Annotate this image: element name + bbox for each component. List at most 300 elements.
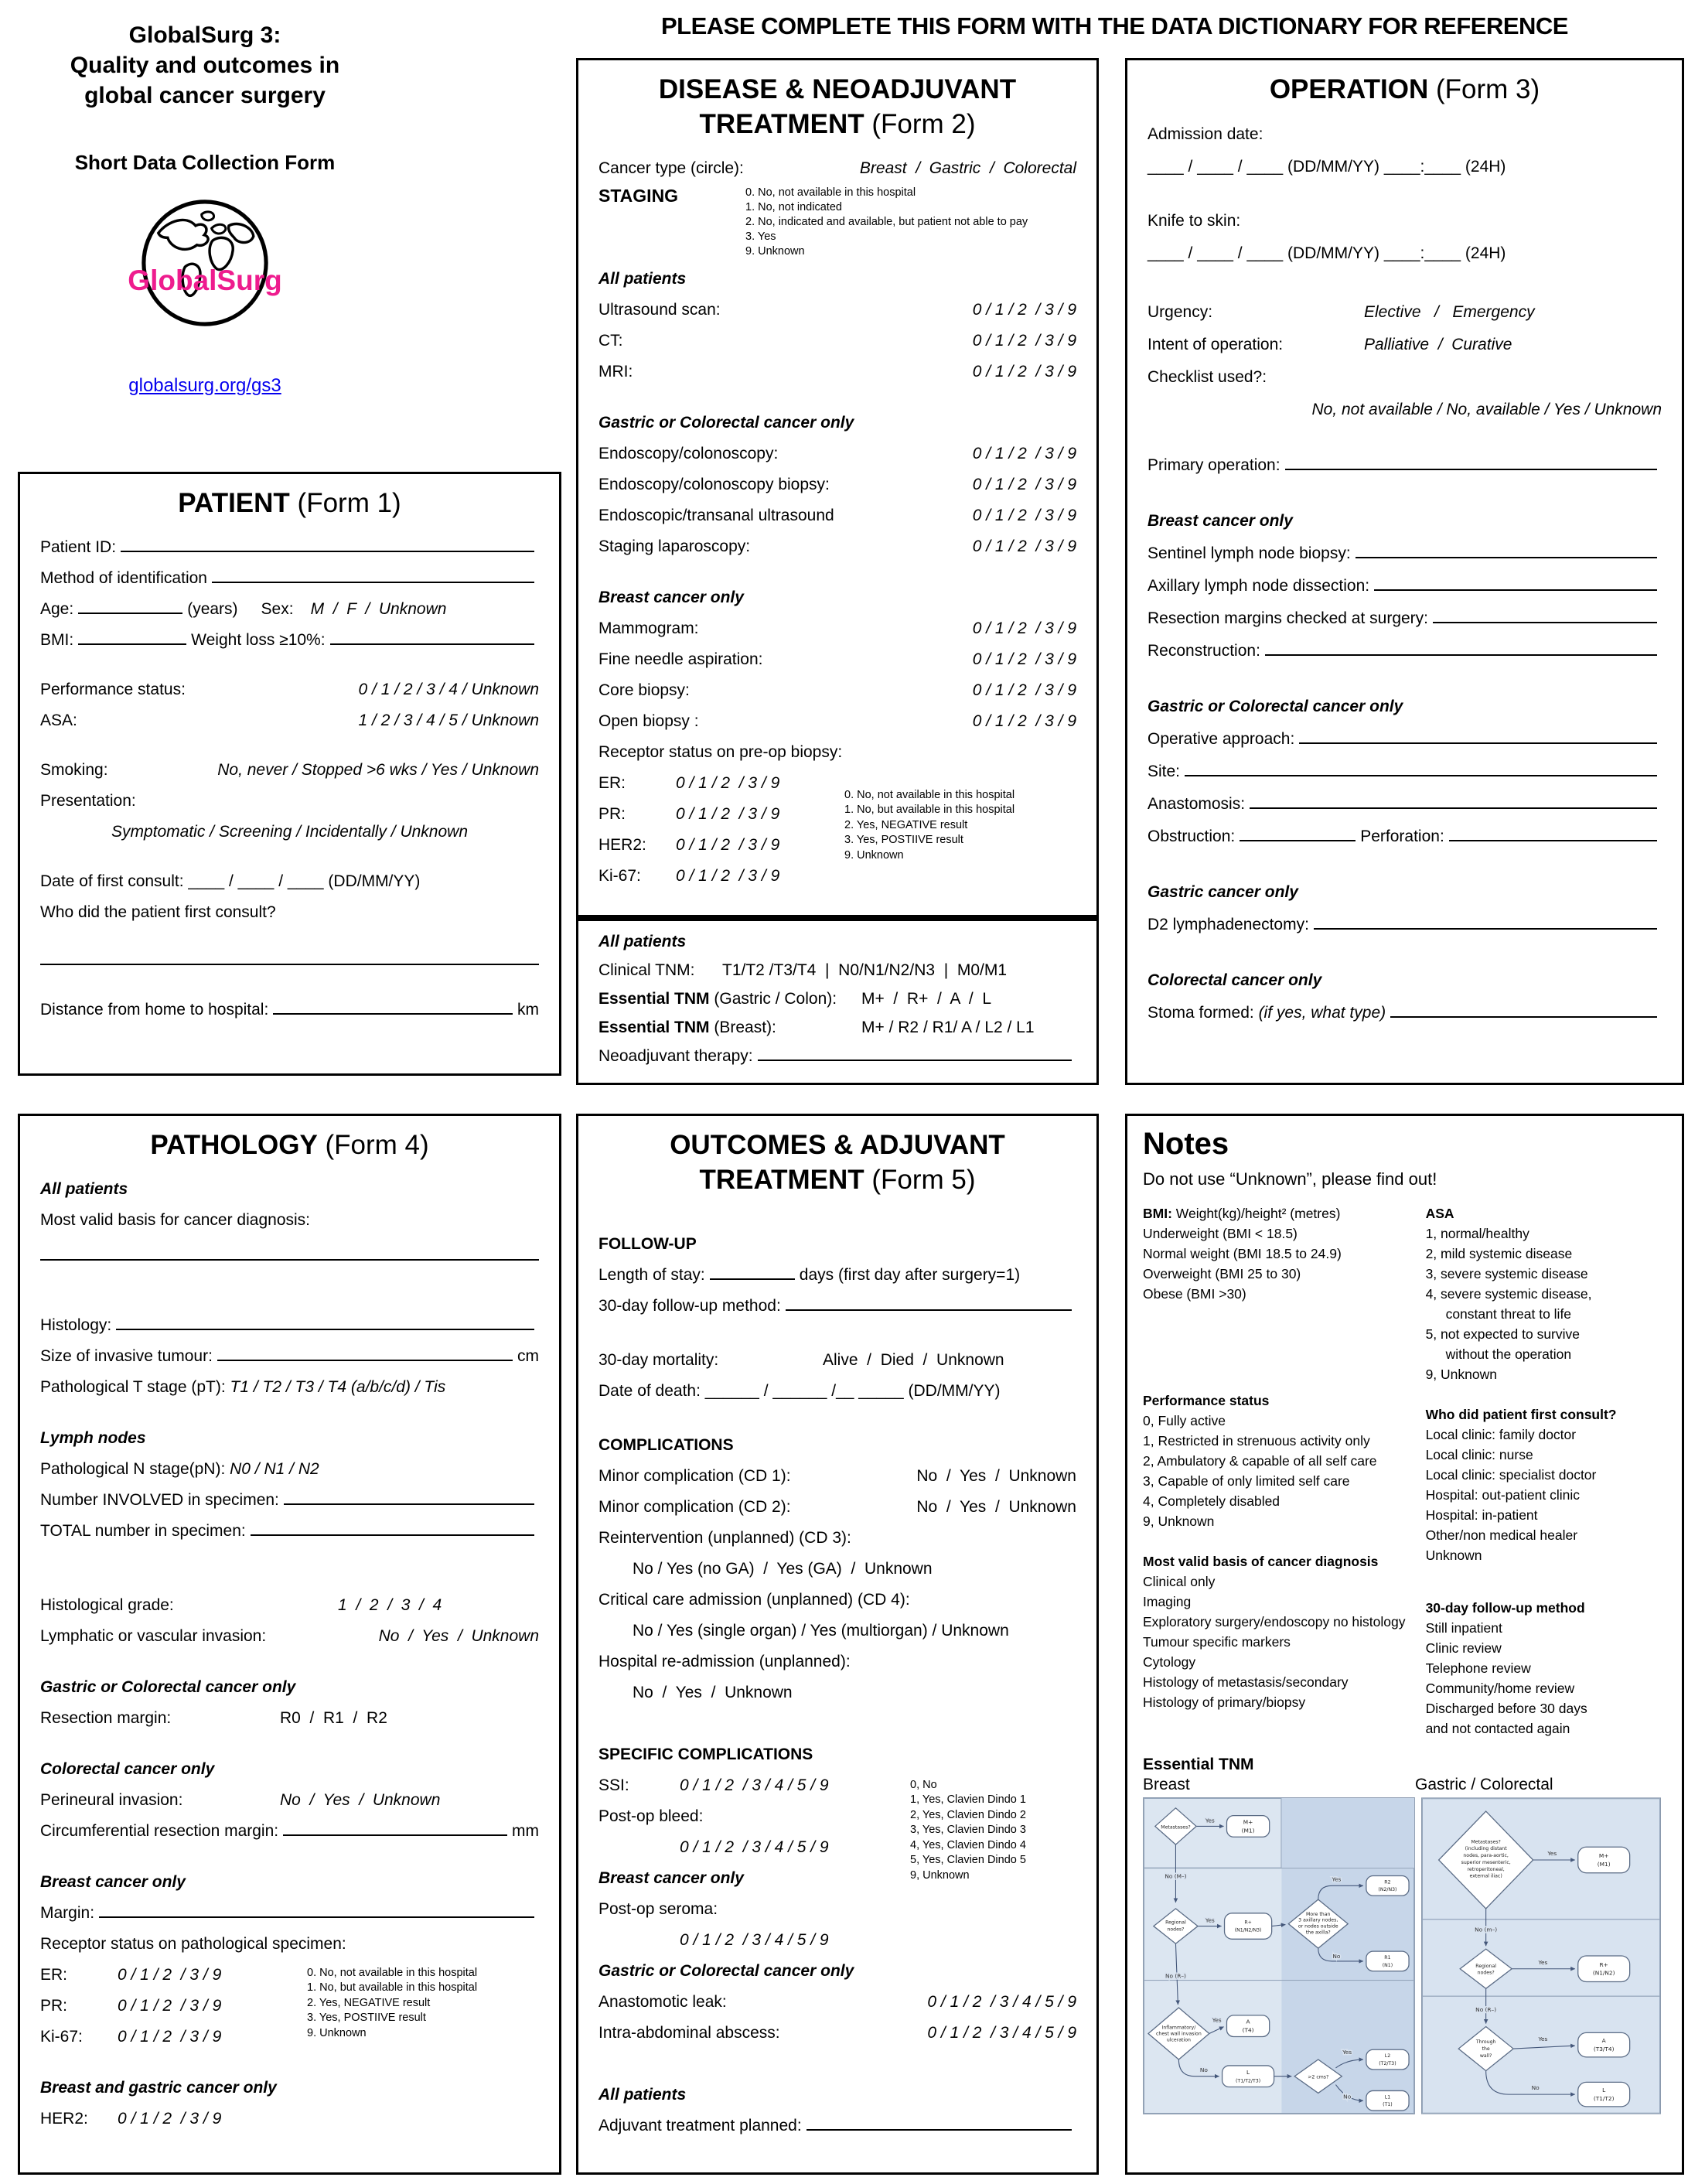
primary-operation-label: Primary operation:: [1147, 456, 1280, 474]
pt-stage-label: Pathological T stage (pT):: [40, 1377, 230, 1396]
form2-title-line1: DISEASE & NEOADJUVANT: [658, 74, 1017, 104]
basis-item: Cytology: [1143, 1654, 1196, 1670]
knife-to-skin-row: [1147, 205, 1662, 237]
basis-note-heading: Most valid basis of cancer diagnosis: [1143, 1554, 1379, 1569]
crm-label: Circumferential resection margin:: [40, 1821, 279, 1840]
presentation-options-row: [40, 817, 539, 848]
asa-row: [40, 705, 539, 736]
breast-r2-node: R2: [1384, 1879, 1391, 1885]
basis-item: Clinical only: [1143, 1574, 1216, 1589]
checklist-options-row: [1147, 394, 1662, 426]
pr-options: 0 / 1 / 2 / 3 / 9: [676, 804, 780, 823]
bmi-item: Overweight (BMI 25 to 30): [1143, 1266, 1301, 1281]
cd4-options-row: [598, 1616, 1076, 1647]
form2-title-line2: TREATMENT: [699, 108, 864, 139]
performance-note-heading: Performance status: [1143, 1393, 1270, 1408]
notes-intro: Do not use “Unknown”, please find out!: [1143, 1169, 1437, 1189]
cd4-label: Critical care admission (unplanned) (CD 4):: [598, 1590, 910, 1609]
anastomosis-row: [1147, 788, 1662, 821]
svg-text:(T4): (T4): [1242, 2026, 1254, 2034]
sex-label: Sex:: [261, 599, 294, 618]
svg-text:(including distant: (including distant: [1465, 1846, 1507, 1852]
blank-line: [1299, 742, 1657, 744]
ultrasound-row: [598, 295, 1076, 326]
chart-labels-row: [1143, 1776, 1666, 1794]
gastric-l-node: L: [1602, 2087, 1606, 2094]
asa-item: without the operation: [1445, 1346, 1572, 1362]
fu-item: Community/home review: [1425, 1681, 1575, 1696]
form2-title: [598, 73, 1076, 142]
clavien-note-2: 2, Yes, Clavien Dindo 2: [910, 1808, 1026, 1821]
basis-item: Exploratory surgery/endoscopy no histology: [1143, 1614, 1406, 1629]
asa-item: 3, severe systemic disease: [1425, 1266, 1588, 1281]
er-options: 0 / 1 / 2 / 3 / 9: [676, 773, 780, 792]
tumour-size-label: Size of invasive tumour:: [40, 1346, 213, 1365]
stoma-italic-note: (if yes, what type): [1258, 1003, 1386, 1022]
outcomes-form5-box: [576, 1114, 1099, 2175]
blank-line: [283, 1834, 507, 1836]
svg-text:wall?: wall?: [1479, 2053, 1492, 2059]
checklist-options: No, not available / No, available / Yes / Unknown: [1311, 400, 1662, 418]
breast-no-r-label: No (R–): [1165, 1972, 1186, 1980]
open-biopsy-row: [598, 706, 1076, 737]
readmission-label: Hospital re-admission (unplanned):: [598, 1652, 851, 1670]
asa-note-heading: ASA: [1425, 1206, 1454, 1221]
blank-line: [806, 2129, 1072, 2131]
notes-columns: [1143, 1203, 1666, 1739]
cd3-options-row: [598, 1554, 1076, 1585]
svg-text:(M1): (M1): [1597, 1860, 1611, 1868]
svg-text:nodes?: nodes?: [1477, 1970, 1495, 1976]
breast-rplus-node: R+: [1244, 1920, 1252, 1926]
consult-item: Local clinic: family doctor: [1425, 1427, 1577, 1442]
form4-title: [40, 1128, 539, 1163]
gastric-wall-question: Through: [1475, 2039, 1496, 2046]
blank-line: [251, 1534, 534, 1536]
blank-line: [99, 1916, 534, 1918]
who-consult-row: [40, 897, 539, 928]
grade-row: [40, 1590, 539, 1621]
asa-label: ASA:: [40, 711, 77, 729]
mortality-row: [598, 1345, 1076, 1376]
f4-receptor-note-2: 2. Yes, NEGATIVE result: [307, 1996, 431, 2009]
form5-title: [598, 1128, 1076, 1198]
core-biopsy-options: 0 / 1 / 2 / 3 / 9: [972, 681, 1076, 699]
breast-gastric-heading: Breast and gastric cancer only: [40, 2078, 277, 2097]
breast-inflammatory-question: Inflammatory/: [1161, 2025, 1196, 2031]
consult-note-heading: Who did patient first consult?: [1425, 1407, 1617, 1422]
consult-item: Other/non medical healer: [1425, 1527, 1578, 1543]
bmi-label: BMI:: [40, 630, 74, 649]
f3-gastric-colorectal-heading: Gastric or Colorectal cancer only: [1147, 697, 1403, 715]
patient-id-row: [40, 532, 539, 563]
fu-item: Clinic review: [1425, 1640, 1502, 1656]
endoscopy-label: Endoscopy/colonoscopy:: [598, 444, 779, 462]
asa-item: 1, normal/healthy: [1425, 1226, 1529, 1241]
basis-item: Histology of metastasis/secondary: [1143, 1674, 1349, 1690]
blank-line: [1356, 557, 1657, 558]
masthead: [23, 20, 387, 397]
form1-title-main: PATIENT: [178, 488, 290, 518]
weight-loss-label: Weight loss ≥10%:: [191, 630, 326, 649]
svg-text:3 axillary nodes,: 3 axillary nodes,: [1298, 1917, 1338, 1923]
clavien-legend: [910, 1778, 1076, 1884]
f4-receptor-note-0: 0. No, not available in this hospital: [307, 1966, 478, 1979]
pt-stage-options: T1 / T2 / T3 / T4 (a/b/c/d) / Tis: [230, 1377, 446, 1396]
lymph-nodes-heading: Lymph nodes: [40, 1428, 146, 1447]
f3-breast-only-heading: Breast cancer only: [1147, 511, 1293, 530]
edge-label-yes: Yes: [1332, 1875, 1342, 1883]
tnm-subbox: [576, 917, 1099, 1085]
receptor-legend: [844, 788, 1076, 864]
ki67-options: 0 / 1 / 2 / 3 / 9: [676, 866, 780, 885]
specific-complications-grid: [598, 1770, 1076, 1956]
clinical-tnm-options: T1/T2 /T3/T4 | N0/N1/N2/N3 | M0/M1: [722, 961, 1008, 979]
lvi-label: Lymphatic or vascular invasion:: [40, 1626, 267, 1645]
performance-item: 3, Capable of only limited self care: [1143, 1473, 1350, 1489]
globalsurg-url-link[interactable]: globalsurg.org/gs3: [128, 375, 281, 396]
clavien-note-4: 4, Yes, Clavien Dindo 4: [910, 1838, 1026, 1851]
globalsurg-logo: [23, 196, 387, 370]
breast-a-t4-node: A: [1246, 2018, 1250, 2025]
sentinel-row: [1147, 537, 1662, 570]
consult-item: Hospital: in-patient: [1425, 1507, 1538, 1523]
endoscopy-biopsy-label: Endoscopy/colonoscopy biopsy:: [598, 475, 830, 493]
svg-text:or nodes outside: or nodes outside: [1298, 1923, 1338, 1930]
postop-bleed-label: Post-op bleed:: [598, 1807, 704, 1825]
staging-note-2: 2. No, indicated and available, but patient not able to pay: [745, 215, 1028, 228]
blank-line: [121, 551, 534, 552]
f4-receptor-status-label: Receptor status on pathological specimen:: [40, 1934, 346, 1953]
ct-row: [598, 326, 1076, 357]
staging-legend: [745, 186, 1028, 259]
receptor-note-2: 2. Yes, NEGATIVE result: [844, 818, 968, 831]
followup-heading: FOLLOW-UP: [598, 1234, 697, 1253]
edge-label-no: No: [1343, 2093, 1352, 2100]
cd4-row: [598, 1585, 1076, 1616]
form1-title: [40, 486, 539, 521]
anastomotic-leak-row: [598, 1987, 1076, 2018]
blank-line: [78, 613, 182, 614]
staging-note-1: 1. No, not indicated: [745, 200, 842, 213]
f3-gastric-only-heading: Gastric cancer only: [1147, 882, 1298, 901]
breast-l1-node: L1: [1384, 2094, 1391, 2100]
d2-row: [1147, 909, 1662, 941]
form5-title-line1: OUTCOMES & ADJUVANT: [670, 1130, 1005, 1160]
performance-item: 0, Fully active: [1143, 1413, 1226, 1428]
f4-colorectal-only-heading: Colorectal cancer only: [40, 1759, 215, 1778]
ssi-options: 0 / 1 / 2 / 3 / 4 / 5 / 9: [680, 1776, 829, 1794]
anastomosis-label: Anastomosis:: [1147, 794, 1246, 813]
her2-label: HER2:: [598, 835, 646, 854]
presentation-label: Presentation:: [40, 791, 136, 810]
svg-text:(T1/T2/T3): (T1/T2/T3): [1236, 2078, 1261, 2084]
gastric-colorectal-heading: Gastric or Colorectal cancer only: [598, 413, 854, 432]
staging-lap-label: Staging laparoscopy:: [598, 537, 751, 555]
pathology-form4-box: [18, 1114, 561, 2175]
mammogram-row: [598, 613, 1076, 644]
intent-label: Intent of operation:: [1147, 335, 1284, 353]
f4-her2-options: 0 / 1 / 2 / 3 / 9: [118, 2109, 222, 2128]
svg-text:nodes, para-aortic,: nodes, para-aortic,: [1463, 1853, 1509, 1859]
lvi-options: No / Yes / Unknown: [378, 1626, 539, 1645]
followup-method-row: [598, 1291, 1076, 1322]
margins-checked-row: [1147, 602, 1662, 635]
open-biopsy-options: 0 / 1 / 2 / 3 / 9: [972, 712, 1076, 730]
blank-line: [1265, 654, 1657, 656]
admission-date-blanks: ____ / ____ / ____ (DD/MM/YY) ____:____ (24H): [1147, 157, 1506, 176]
f4-receptor-note-1: 1. No, but available in this hospital: [307, 1981, 478, 1995]
readmission-row: [598, 1647, 1076, 1677]
fna-label: Fine needle aspiration:: [598, 650, 763, 668]
histology-label: Histology:: [40, 1316, 112, 1334]
knife-date-blanks-row: [1147, 237, 1662, 270]
cd3-label: Reintervention (unplanned) (CD 3):: [598, 1528, 851, 1547]
basis-item: Tumour specific markers: [1143, 1634, 1291, 1650]
seroma-row: [598, 1894, 1076, 1925]
cd2-label: Minor complication (CD 2):: [598, 1497, 791, 1516]
f4-receptor-note-3: 3. Yes, POSTIIVE result: [307, 2012, 426, 2025]
grade-options: 1 / 2 / 3 / 4: [338, 1595, 442, 1614]
f4-receptor-grid: [40, 1960, 539, 2053]
form2-title-suffix: (Form 2): [864, 108, 976, 139]
blank-line: [1449, 840, 1657, 841]
seroma-label: Post-op seroma:: [598, 1899, 718, 1918]
performance-item: 9, Unknown: [1143, 1513, 1215, 1529]
age-sex-row: [40, 594, 539, 625]
svg-text:the axilla?: the axilla?: [1305, 1930, 1331, 1936]
seroma-options-row: [598, 1925, 1076, 1956]
breast-r1-node: R1: [1384, 1954, 1391, 1960]
resection-margin-label: Resection margin:: [40, 1708, 172, 1727]
cd4-options: No / Yes (single organ) / Yes (multiorgan) / Unknown: [633, 1621, 1009, 1640]
receptor-status-label: Receptor status on pre-op biopsy:: [598, 742, 843, 761]
mri-options: 0 / 1 / 2 / 3 / 9: [972, 362, 1076, 380]
urgency-row: [1147, 296, 1662, 329]
crm-row: [40, 1816, 539, 1847]
blank-line: [710, 1278, 795, 1280]
resection-margin-row: [40, 1703, 539, 1734]
valid-basis-label: Most valid basis for cancer diagnosis:: [40, 1210, 310, 1229]
total-row: [40, 1516, 539, 1547]
perineural-row: [40, 1785, 539, 1816]
performance-label: Performance status:: [40, 680, 186, 698]
patient-form1-box: [18, 472, 561, 1076]
endoscopy-biopsy-row: [598, 469, 1076, 500]
performance-item: 2, Ambulatory & capable of all self care: [1143, 1453, 1377, 1469]
page-instruction-header: PLEASE COMPLETE THIS FORM WITH THE DATA DICTIONARY FOR REFERENCE: [661, 12, 1568, 39]
involved-row: [40, 1485, 539, 1516]
mortality-options: Alive / Died / Unknown: [823, 1350, 1004, 1369]
cancer-type-options: Breast / Gastric / Colorectal: [859, 159, 1076, 177]
cd3-options: No / Yes (no GA) / Yes (GA) / Unknown: [633, 1559, 933, 1578]
years-label: (years): [187, 599, 238, 618]
notes-box: [1125, 1114, 1684, 2175]
edge-label-no: No: [1531, 2084, 1540, 2092]
complications-heading: COMPLICATIONS: [598, 1435, 734, 1454]
her2-options: 0 / 1 / 2 / 3 / 9: [676, 835, 780, 854]
transanal-options: 0 / 1 / 2 / 3 / 9: [972, 506, 1076, 524]
performance-item: 4, Completely disabled: [1143, 1493, 1280, 1509]
method-id-label: Method of identification: [40, 568, 207, 587]
gastric-no-r-label: No (R–): [1475, 2005, 1497, 2013]
approach-label: Operative approach:: [1147, 729, 1295, 748]
date-of-death-blanks: ______ / ______ /__ _____ (DD/MM/YY): [704, 1381, 1001, 1400]
essential-gc-label: (Gastric / Colon):: [709, 990, 837, 1008]
valid-basis-row: [40, 1205, 539, 1236]
checklist-label: Checklist used?:: [1147, 367, 1267, 386]
approach-row: [1147, 723, 1662, 756]
f5-breast-only-heading: Breast cancer only: [598, 1868, 744, 1887]
bmi-item: Normal weight (BMI 18.5 to 24.9): [1143, 1246, 1342, 1261]
cancer-type-label: Cancer type (circle):: [598, 159, 744, 177]
bmi-row: [40, 625, 539, 656]
essential-tnm-note-heading: Essential TNM: [1143, 1756, 1254, 1773]
postop-bleed-options: 0 / 1 / 2 / 3 / 4 / 5 / 9: [680, 1838, 829, 1856]
breast-no-m-label: No (M–): [1165, 1872, 1187, 1880]
f4-her2-row: [40, 2104, 539, 2135]
tumour-size-row: [40, 1341, 539, 1372]
ssi-label: SSI:: [598, 1776, 629, 1794]
adjuvant-label: Adjuvant treatment planned:: [598, 2116, 802, 2135]
svg-text:the: the: [1482, 2046, 1490, 2053]
essential-tnm-label: Essential TNM: [598, 990, 710, 1008]
gastric-regional-question: Regional: [1475, 1963, 1497, 1969]
km-label: km: [517, 1000, 539, 1019]
form-subtitle: Short Data Collection Form: [74, 151, 336, 174]
essential-breast-options: M+ / R2 / R1/ A / L2 / L1: [861, 1019, 1035, 1036]
breast-metastases-question: Metastases?: [1161, 1824, 1191, 1831]
sex-options: M / F / Unknown: [310, 599, 447, 618]
breast-m1-node: M+: [1243, 1818, 1253, 1826]
obstruction-perforation-row: [1147, 821, 1662, 853]
breast-only-heading: Breast cancer only: [598, 588, 744, 606]
svg-text:(M1): (M1): [1241, 1827, 1255, 1834]
svg-text:(T1/T2): (T1/T2): [1593, 2094, 1615, 2102]
svg-text:(N1/N2): (N1/N2): [1592, 1969, 1615, 1977]
form3-title-suffix: (Form 3): [1428, 74, 1540, 104]
blank-line: [212, 582, 534, 583]
blank-line: [40, 1259, 539, 1261]
form3-title-main: OPERATION: [1269, 74, 1429, 104]
ultrasound-options: 0 / 1 / 2 / 3 / 9: [972, 300, 1076, 319]
performance-options: 0 / 1 / 2 / 3 / 4 / Unknown: [358, 680, 539, 698]
breast-axillary-question: More than: [1306, 1911, 1331, 1917]
asa-item: 2, mild systemic disease: [1425, 1246, 1573, 1261]
ultrasound-label: Ultrasound scan:: [598, 300, 721, 319]
asa-options: 1 / 2 / 3 / 4 / 5 / Unknown: [358, 711, 539, 729]
er-label: ER:: [598, 773, 626, 792]
asa-item: 9, Unknown: [1425, 1367, 1497, 1382]
form5-title-suffix: (Form 5): [864, 1164, 976, 1195]
fna-options: 0 / 1 / 2 / 3 / 9: [972, 650, 1076, 668]
fu-item: Discharged before 30 days: [1425, 1701, 1587, 1716]
stoma-label: Stoma formed:: [1147, 1003, 1259, 1022]
mammogram-options: 0 / 1 / 2 / 3 / 9: [972, 619, 1076, 637]
checklist-row: [1147, 361, 1662, 394]
blank-line: [40, 964, 539, 965]
fu-note-heading: 30-day follow-up method: [1425, 1600, 1585, 1616]
abscess-label: Intra-abdominal abscess:: [598, 2023, 780, 2042]
form1-title-suffix: (Form 1): [289, 488, 401, 518]
f4-receptor-note-4: 9. Unknown: [307, 2026, 367, 2039]
staging-label: STAGING: [598, 185, 679, 206]
transanal-label: Endoscopic/transanal ultrasound: [598, 506, 834, 524]
date-of-death-row: [598, 1376, 1076, 1407]
f5-all-patients-heading: All patients: [598, 2085, 687, 2104]
staging-lap-options: 0 / 1 / 2 / 3 / 9: [972, 537, 1076, 555]
staging-row: [598, 186, 1076, 259]
smoking-row: [40, 755, 539, 786]
consult-item: Hospital: out-patient clinic: [1425, 1487, 1580, 1503]
asa-item: constant threat to life: [1445, 1306, 1572, 1322]
cd1-row: [598, 1461, 1076, 1492]
reconstruction-row: [1147, 635, 1662, 667]
blank-line: [116, 1329, 534, 1330]
f4-all-patients-heading: All patients: [40, 1179, 128, 1198]
blank-line: [1314, 928, 1657, 930]
perineural-label: Perineural invasion:: [40, 1790, 183, 1809]
edge-label-yes: Yes: [1205, 1916, 1215, 1924]
neoadjuvant-label: Neoadjuvant therapy:: [598, 1047, 753, 1065]
first-consult-label: Date of first consult:: [40, 872, 184, 890]
margins-checked-label: Resection margins checked at surgery:: [1147, 609, 1428, 627]
mri-label: MRI:: [598, 362, 633, 380]
ct-label: CT:: [598, 331, 623, 350]
receptor-status-row: [598, 737, 1076, 768]
svg-text:(N1): (N1): [1382, 1962, 1393, 1968]
blank-line: [1185, 775, 1657, 776]
margin-row: [40, 1898, 539, 1929]
admission-date-label: Admission date:: [1147, 125, 1263, 143]
intent-row: [1147, 329, 1662, 361]
blank-line: [217, 1360, 513, 1361]
pn-stage-label: Pathological N stage(pN):: [40, 1459, 230, 1478]
length-of-stay-suffix: days (first day after surgery=1): [799, 1265, 1021, 1284]
breast-size-question: >2 cms?: [1308, 2074, 1329, 2080]
receptor-note-4: 9. Unknown: [844, 848, 904, 862]
valid-basis-answer-row: [40, 1259, 539, 1290]
globe-icon: [138, 196, 271, 329]
svg-text:(N2/N3): (N2/N3): [1378, 1887, 1397, 1893]
study-title-line1: GlobalSurg 3:: [128, 22, 281, 48]
distance-row: [40, 995, 539, 1025]
gastric-rplus-node: R+: [1599, 1960, 1608, 1968]
pt-stage-row: [40, 1372, 539, 1403]
consult-item: Local clinic: nurse: [1425, 1447, 1533, 1462]
site-row: [1147, 756, 1662, 788]
blank-line: [330, 643, 534, 645]
svg-text:(T2/T3): (T2/T3): [1379, 2060, 1396, 2066]
svg-text:chest wall invasion: chest wall invasion: [1156, 2031, 1202, 2037]
lvi-row: [40, 1621, 539, 1652]
admission-date-row: [1147, 118, 1662, 151]
neoadjuvant-row: [598, 1042, 1076, 1070]
clavien-note-0: 0, No: [910, 1778, 937, 1791]
knife-to-skin-label: Knife to skin:: [1147, 211, 1241, 230]
form5-title-line2: TREATMENT: [699, 1164, 864, 1195]
pn-stage-row: [40, 1454, 539, 1485]
study-title-line2: Quality and outcomes in: [70, 53, 340, 78]
f4-er-label: ER:: [40, 1965, 68, 1984]
edge-label-no: No: [1332, 1952, 1341, 1960]
smoking-label: Smoking:: [40, 760, 108, 779]
endoscopy-row: [598, 439, 1076, 469]
tnm-breast-flowchart: [1143, 1797, 1415, 2114]
asa-item: 5, not expected to survive: [1425, 1326, 1580, 1342]
primary-operation-row: [1147, 449, 1662, 482]
breast-regional-question: Regional: [1165, 1920, 1186, 1926]
